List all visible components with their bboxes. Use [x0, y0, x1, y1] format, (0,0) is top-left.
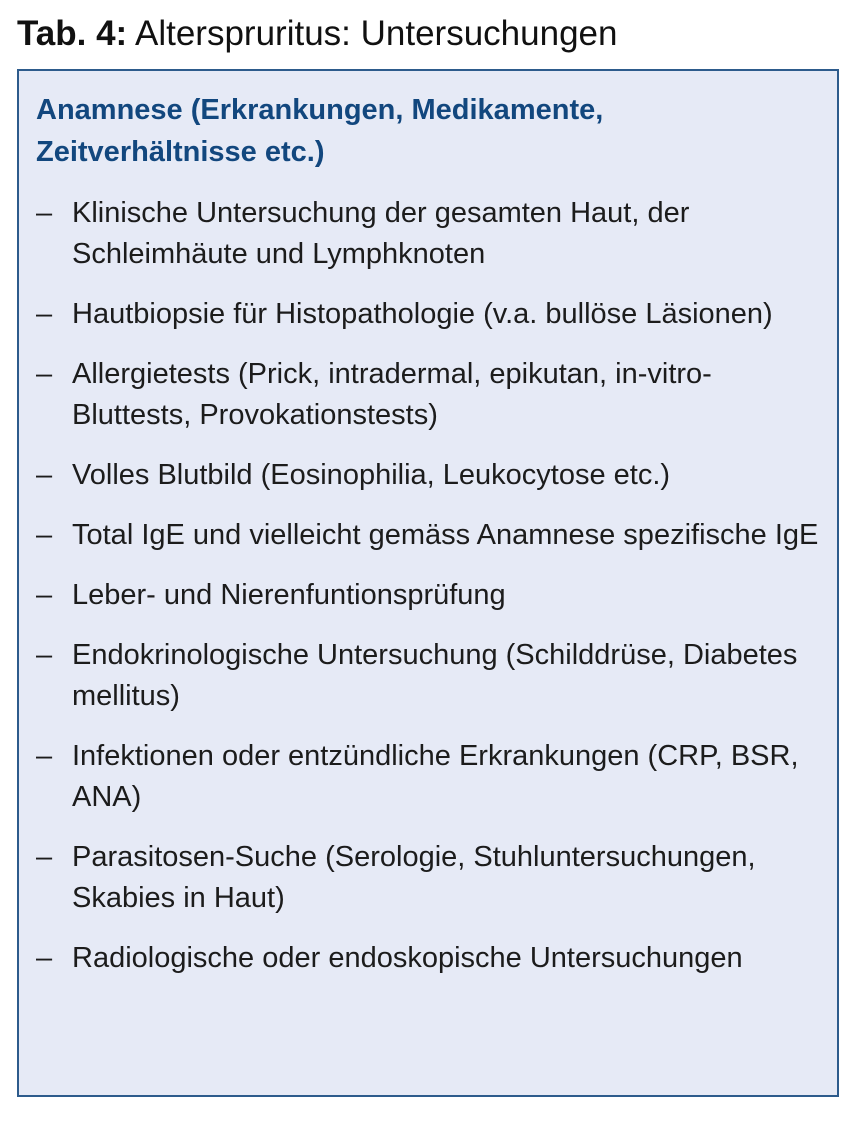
- table-heading: Anamnese (Erkrankungen, Medikamente, Zeitverhältnisse etc.): [36, 94, 604, 168]
- list-item-text: Hautbiopsie für Histopathologie (v.a. bullöse Läsionen): [72, 298, 773, 330]
- table-title: Alterspruritus: Untersuchungen: [135, 14, 618, 53]
- dash-bullet: –: [36, 519, 53, 551]
- list-item: [36, 354, 826, 436]
- list-item: [36, 193, 826, 275]
- dash-bullet: –: [36, 841, 53, 873]
- list-item: [36, 938, 826, 979]
- list-item-text: Parasitosen-Suche (Serologie, Stuhluntersuchungen, Skabies in Haut): [72, 841, 756, 914]
- list-item-text: Total IgE und vielleicht gemäss Anamnese spezifische IgE: [72, 519, 819, 551]
- dash-bullet: –: [36, 197, 53, 229]
- dash-bullet: –: [36, 579, 53, 611]
- list-item: [36, 294, 826, 335]
- dash-bullet: –: [36, 639, 53, 671]
- list-item: [36, 515, 826, 556]
- list-item: [36, 455, 826, 496]
- list-item-text: Infektionen oder entzündliche Erkrankungen (CRP, BSR, ANA): [72, 740, 799, 813]
- list-item-text: Allergietests (Prick, intradermal, epikutan, in-vitro-Bluttests, Provokationstests): [72, 358, 712, 431]
- list-item: [36, 837, 826, 919]
- table-label: Tab. 4:: [17, 14, 128, 53]
- dash-bullet: –: [36, 298, 53, 330]
- list-item-text: Klinische Untersuchung der gesamten Haut, der Schleimhäute und Lymphknoten: [72, 197, 690, 270]
- list-item-text: Endokrinologische Untersuchung (Schilddrüse, Diabetes mellitus): [72, 639, 798, 712]
- table-caption: [17, 12, 617, 56]
- list-item: [36, 635, 826, 717]
- list-item-text: Volles Blutbild (Eosinophilia, Leukocytose etc.): [72, 459, 671, 491]
- list-item: [36, 575, 826, 616]
- list-item-text: Radiologische oder endoskopische Untersuchungen: [72, 942, 743, 974]
- dash-bullet: –: [36, 942, 53, 974]
- dash-bullet: –: [36, 740, 53, 772]
- examination-list: [36, 193, 826, 998]
- list-item: [36, 736, 826, 818]
- table-box: [17, 69, 839, 1097]
- dash-bullet: –: [36, 358, 53, 390]
- list-item-text: Leber- und Nierenfuntionsprüfung: [72, 579, 506, 611]
- dash-bullet: –: [36, 459, 53, 491]
